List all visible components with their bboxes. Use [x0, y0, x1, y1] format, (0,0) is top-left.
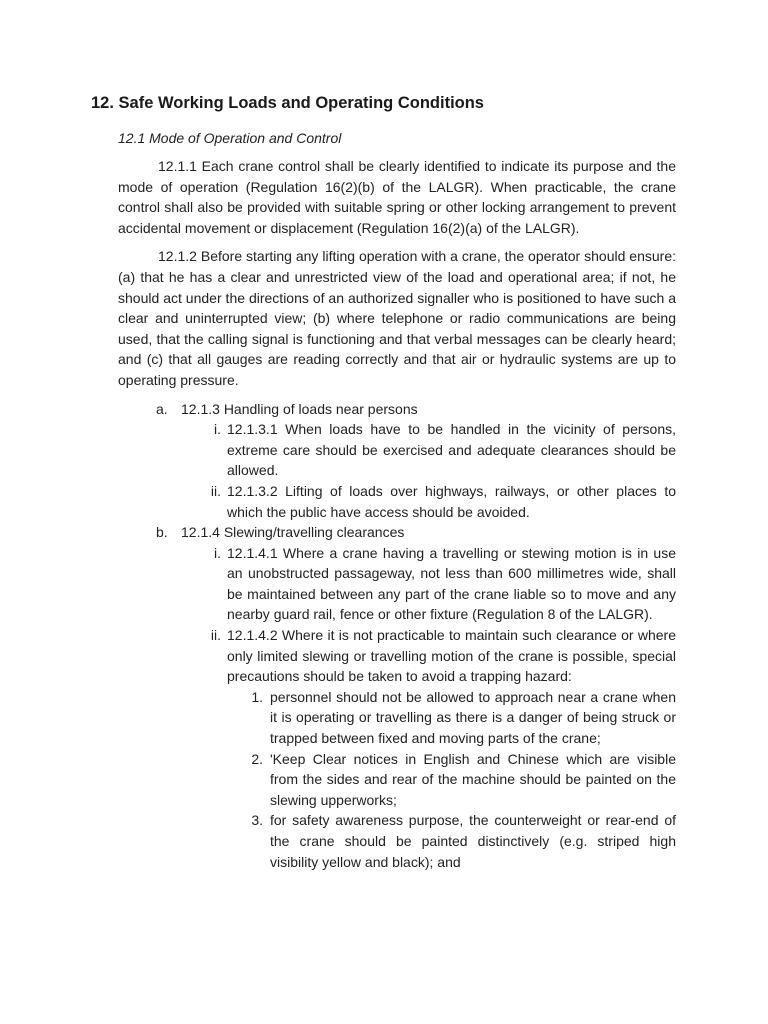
list-marker: 2.: [251, 750, 263, 767]
document-page: [91, 92, 676, 872]
list-item-text: personnel should not be allowed to approach near a crane when it is operating or travelling as there is a danger of being struck or trapped between fixed and moving parts of the crane;: [270, 688, 676, 747]
list-item-text: 12.1.4.1 Where a crane having a travelling or stewing motion is in use an unobstructed passageway, not less than 600 millimetres wide, shall be maintained between any part of the crane liable so to move and any nearby guard rail, fence or other fixture (Regulation 8 of the LALGR).: [227, 544, 676, 623]
list-marker: ii.: [210, 627, 221, 644]
list-marker: i.: [214, 544, 221, 561]
list-item-label: 12.1.3 Handling of loads near persons: [181, 400, 418, 417]
paragraph-12-1-2: 12.1.2 Before starting any lifting operation with a crane, the operator should ensure: (a) that he has a clear and unrestricted view of the load and operational area; if not, he should act under the directions of an authorized signaller who is positioned to have such a clear and uninterrupted view; (b) where telephone or radio communications are being used, that the calling signal is functioning and that verbal messages can be clearly heard; and (c) that all gauges are reading correctly and that air or hydraulic systems are up to operating pressure.: [118, 248, 676, 388]
list-marker: b.: [156, 524, 168, 541]
list-marker: 1.: [251, 688, 263, 705]
section-heading: 12. Safe Working Loads and Operating Conditions: [91, 94, 484, 112]
list-marker: 3.: [251, 812, 263, 829]
sub-clause-list: [181, 419, 676, 522]
list-item-text: for safety awareness purpose, the counterweight or rear-end of the crane should be painted distinctively (e.g. striped high visibility yellow and black); and: [270, 812, 676, 870]
list-item: [181, 543, 676, 625]
list-item: [118, 399, 676, 523]
list-item: [227, 749, 676, 811]
list-item: [227, 810, 676, 872]
list-item: [181, 481, 676, 522]
list-item-text: 12.1.3.2 Lifting of loads over highways, railways, or other places to which the public have access should be avoided.: [227, 482, 676, 520]
list-item-text: 12.1.4.2 Where it is not practicable to maintain such clearance or where only limited slewing or travelling motion of the crane is possible, special precautions should be taken to avoid a trapping hazard:: [227, 627, 676, 685]
list-item: [181, 419, 676, 481]
list-item: [118, 522, 676, 872]
list-item: [181, 625, 676, 872]
list-item: [227, 687, 676, 749]
precaution-list: [227, 687, 676, 872]
subsection-heading: 12.1 Mode of Operation and Control: [118, 130, 342, 146]
list-item-label: 12.1.4 Slewing/travelling clearances: [181, 524, 405, 541]
list-item-text: 12.1.3.1 When loads have to be handled in the vicinity of persons, extreme care should be exercised and adequate clearances should be allowed.: [227, 421, 676, 479]
list-marker: i.: [214, 421, 221, 438]
sub-clause-list: [181, 543, 676, 873]
list-marker: ii.: [210, 482, 221, 499]
list-item-text: 'Keep Clear notices in English and Chinese which are visible from the sides and rear of the machine should be painted on the slewing upperworks;: [270, 750, 676, 808]
list-marker: a.: [156, 400, 168, 417]
paragraph-12-1-1: 12.1.1 Each crane control shall be clearly identified to indicate its purpose and the mode of operation (Regulation 16(2)(b) of the LALGR). When practicable, the crane control shall also be provided with suitable spring or other locking arrangement to prevent accidental movement or displacement (Regulation 16(2)(a) of the LALGR).: [118, 158, 676, 236]
clause-list: [118, 399, 676, 873]
